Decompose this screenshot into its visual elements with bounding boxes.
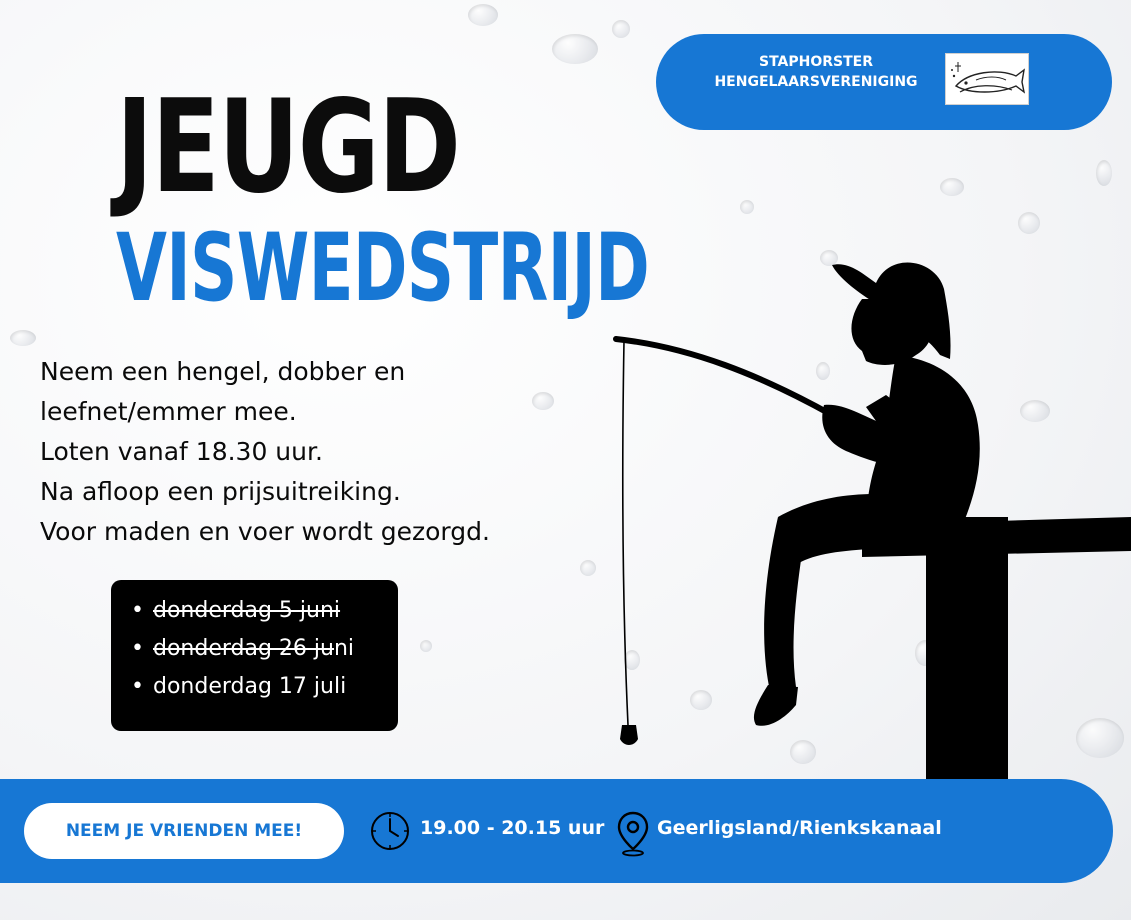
fishing-boy-silhouette <box>600 255 1131 785</box>
water-drop <box>420 640 432 652</box>
event-time: 19.00 - 20.15 uur <box>420 817 605 839</box>
date-item <box>153 592 398 630</box>
club-name-line1: STAPHORSTER <box>758 54 874 70</box>
club-name-line2: HENGELAARSVERENIGING <box>714 74 918 90</box>
title-viswedstrijd: VISWEDSTRIJD <box>116 214 650 323</box>
info-line: Voor maden en voer wordt gezorgd. <box>40 517 490 546</box>
fish-logo-icon <box>945 53 1029 105</box>
dates-list <box>111 580 398 706</box>
water-drop <box>580 560 596 576</box>
date-struck: donderdag 5 juni <box>153 598 341 623</box>
water-drop <box>1018 212 1040 234</box>
info-text <box>40 352 600 552</box>
water-drop <box>468 4 498 26</box>
clock-icon <box>368 809 412 853</box>
date-item <box>153 630 398 668</box>
footer-bar <box>0 779 1113 883</box>
date-rest: ni <box>333 636 355 661</box>
info-line: leefnet/emmer mee. <box>40 397 297 426</box>
invite-friends-button[interactable]: NEEM JE VRIENDEN MEE! <box>24 803 344 859</box>
location-pin-icon <box>614 809 652 857</box>
dates-box <box>111 580 398 731</box>
water-drop <box>1096 160 1112 186</box>
club-name <box>696 52 936 92</box>
water-drop <box>552 34 598 64</box>
date-item <box>153 668 398 706</box>
date-rest: donderdag 17 juli <box>153 674 347 699</box>
date-struck: donderdag 26 ju <box>153 636 334 661</box>
info-line: Loten vanaf 18.30 uur. <box>40 437 323 466</box>
info-line: Neem een hengel, dobber en <box>40 357 406 386</box>
club-badge <box>656 34 1112 130</box>
title-jeugd: JEUGD <box>116 73 460 222</box>
water-drop <box>940 178 964 196</box>
water-drop <box>10 330 36 346</box>
water-drop <box>612 20 630 38</box>
water-drop <box>740 200 754 214</box>
info-line: Na afloop een prijsuitreiking. <box>40 477 401 506</box>
event-location: Geerligsland/Rienkskanaal <box>657 817 942 839</box>
